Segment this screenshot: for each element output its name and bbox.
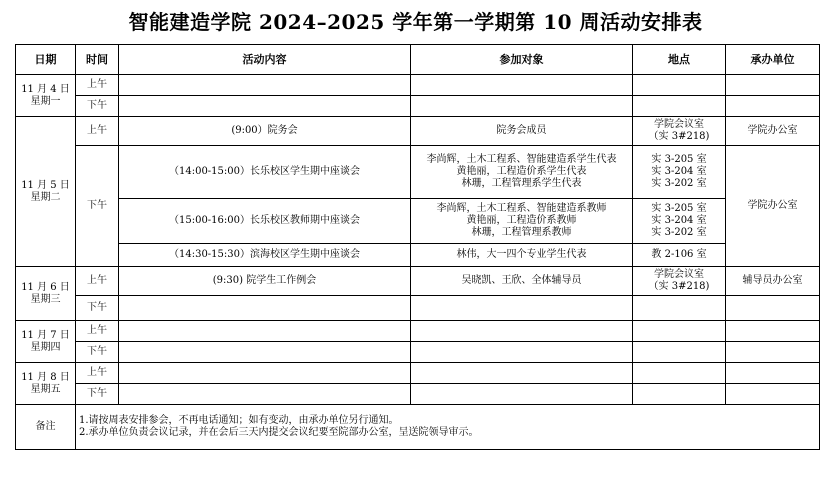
content-cell: (9:00）院务会 [119, 117, 411, 146]
date-text: 11 月 7 日 [21, 329, 70, 341]
date-text: 11 月 4 日 [21, 83, 70, 95]
time-cell: 下午 [76, 146, 119, 267]
content-cell [119, 321, 411, 342]
content-cell [119, 384, 411, 405]
schedule-table [15, 44, 820, 450]
participants-cell [411, 146, 633, 199]
date-cell [16, 363, 76, 405]
organizer-cell: 学院办公室 [726, 146, 820, 267]
organizer-cell [726, 342, 820, 363]
date-text: 11 月 8 日 [21, 371, 70, 383]
header-participants: 参加对象 [411, 45, 633, 75]
table-row [16, 267, 820, 296]
location-line: （实 3#218) [648, 131, 710, 142]
organizer-cell [726, 296, 820, 321]
location-cell [633, 342, 726, 363]
location-cell [633, 296, 726, 321]
participant-line: 黄艳丽，工程造价系教师 [466, 215, 577, 226]
date-cell [16, 321, 76, 363]
table-row [16, 321, 820, 342]
note-line: 2.承办单位负责会议记录，并在会后三天内提交会议纪要至院部办公室，呈送院领导审示。 [79, 427, 479, 438]
location-cell [633, 146, 726, 199]
participants-cell [411, 96, 633, 117]
participants-cell [411, 342, 633, 363]
participant-line: 李尚辉，土木工程系、智能建造系学生代表 [426, 154, 617, 165]
location-cell [633, 75, 726, 96]
organizer-cell [726, 75, 820, 96]
page-title: 智能建造学院 2024–2025 学年第一学期第 10 周活动安排表 [128, 10, 703, 34]
time-cell: 上午 [76, 363, 119, 384]
weekday-text: 星期二 [30, 191, 61, 203]
content-cell: (9:30) 院学生工作例会 [119, 267, 411, 296]
notes-cell [76, 405, 820, 450]
participants-cell [411, 199, 633, 244]
participant-line: 黄艳丽，工程造价系学生代表 [456, 166, 587, 177]
notes-row [16, 405, 820, 450]
time-cell: 下午 [76, 342, 119, 363]
location-line: 实 3-204 室 [651, 166, 707, 177]
table-row [16, 244, 820, 267]
participants-cell: 院务会成员 [411, 117, 633, 146]
table-row [16, 342, 820, 363]
participant-line: 李尚辉，土木工程系、智能建造系教师 [436, 203, 607, 214]
participants-cell [411, 384, 633, 405]
location-line: 实 3-205 室 [651, 154, 707, 165]
participants-cell [411, 363, 633, 384]
participants-cell: 吴晓凯、王欣、全体辅导员 [411, 267, 633, 296]
location-cell [633, 96, 726, 117]
header-content: 活动内容 [119, 45, 411, 75]
location-cell [633, 117, 726, 146]
location-line: 实 3-205 室 [651, 203, 707, 214]
time-cell: 下午 [76, 296, 119, 321]
table-row [16, 75, 820, 96]
header-time: 时间 [76, 45, 119, 75]
content-cell: （14:00-15:00）长乐校区学生期中座谈会 [119, 146, 411, 199]
time-cell: 上午 [76, 75, 119, 96]
location-cell [633, 384, 726, 405]
table-row [16, 199, 820, 244]
content-cell [119, 363, 411, 384]
note-line: 1.请按周表安排参会，不再电话通知；如有变动，由承办单位另行通知。 [79, 415, 399, 426]
time-cell: 上午 [76, 321, 119, 342]
notes-label: 备注 [16, 405, 76, 450]
header-row [16, 45, 820, 75]
participant-line: 林珊，工程管理系教师 [471, 227, 572, 238]
table-row [16, 384, 820, 405]
participants-cell [411, 75, 633, 96]
date-cell [16, 267, 76, 321]
content-cell: （15:00-16:00）长乐校区教师期中座谈会 [119, 199, 411, 244]
table-row [16, 296, 820, 321]
participants-cell [411, 296, 633, 321]
location-line: （实 3#218) [648, 281, 710, 292]
organizer-cell [726, 384, 820, 405]
date-text: 11 月 6 日 [21, 281, 70, 293]
table-row [16, 96, 820, 117]
location-cell [633, 321, 726, 342]
content-cell [119, 296, 411, 321]
location-line: 学院会议室 [654, 119, 704, 130]
location-line: 实 3-202 室 [651, 178, 707, 189]
weekday-text: 星期三 [30, 293, 61, 305]
organizer-cell: 学院办公室 [726, 117, 820, 146]
location-cell [633, 267, 726, 296]
table-row [16, 146, 820, 199]
time-cell: 下午 [76, 96, 119, 117]
location-line: 学院会议室 [654, 269, 704, 280]
table-row [16, 363, 820, 384]
weekday-text: 星期五 [30, 383, 61, 395]
location-line: 实 3-204 室 [651, 215, 707, 226]
content-cell [119, 75, 411, 96]
date-text: 11 月 5 日 [21, 179, 70, 191]
time-cell: 下午 [76, 384, 119, 405]
weekday-text: 星期四 [30, 341, 61, 353]
time-cell: 上午 [76, 117, 119, 146]
participants-cell: 林伟，大一四个专业学生代表 [411, 244, 633, 267]
participant-line: 林珊，工程管理系学生代表 [461, 178, 582, 189]
table-row [16, 117, 820, 146]
content-cell: （14:30-15:30）滨海校区学生期中座谈会 [119, 244, 411, 267]
header-date: 日期 [16, 45, 76, 75]
date-cell [16, 75, 76, 117]
location-line: 实 3-202 室 [651, 227, 707, 238]
time-cell: 上午 [76, 267, 119, 296]
location-cell: 教 2-106 室 [633, 244, 726, 267]
location-cell [633, 199, 726, 244]
participants-cell [411, 321, 633, 342]
organizer-cell: 辅导员办公室 [726, 267, 820, 296]
content-cell [119, 342, 411, 363]
organizer-cell [726, 96, 820, 117]
organizer-cell [726, 321, 820, 342]
weekday-text: 星期一 [30, 95, 61, 107]
organizer-cell [726, 363, 820, 384]
location-cell [633, 363, 726, 384]
header-location: 地点 [633, 45, 726, 75]
date-cell [16, 117, 76, 267]
content-cell [119, 96, 411, 117]
header-organizer: 承办单位 [726, 45, 820, 75]
